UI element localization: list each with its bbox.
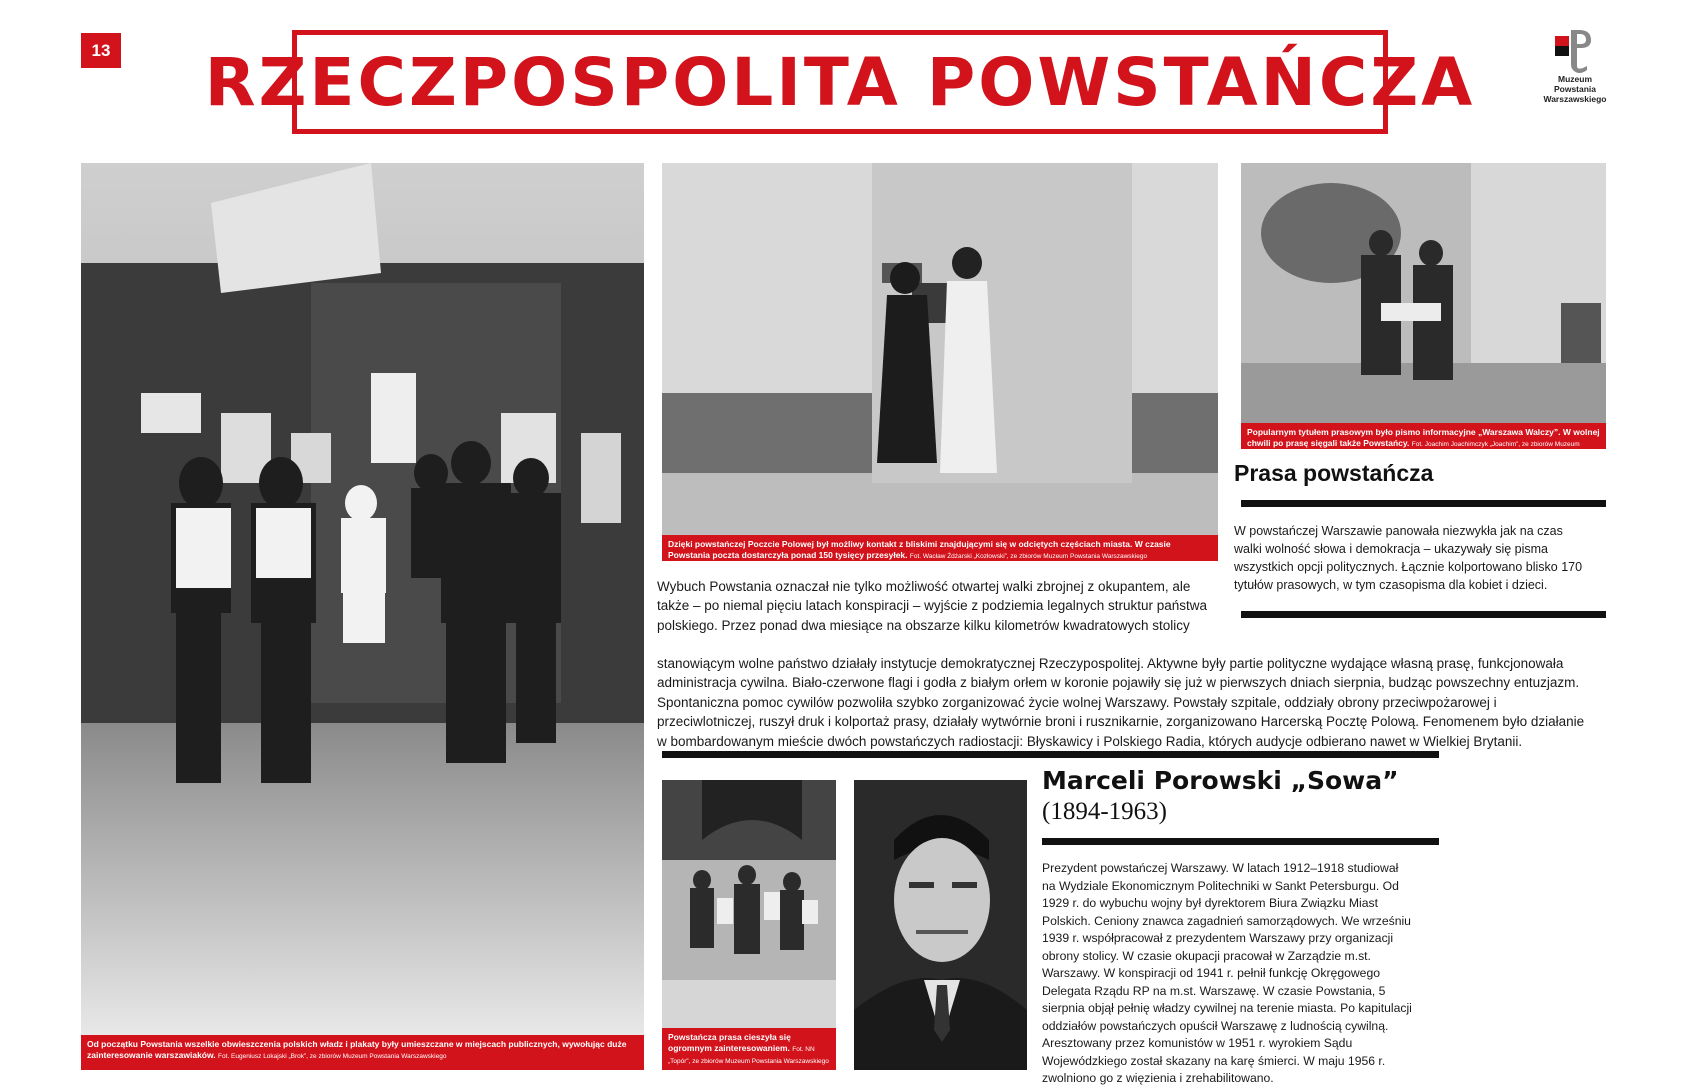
caption-soldiers-text: Popularnym tytułem prasowym było pismo informacyjne „Warszawa Walczy”. W wolnej chwili po prasę sięgali także Powstańcy. (1247, 427, 1600, 448)
photo-crowd-reading (662, 780, 836, 1028)
museum-logo[interactable] (1528, 26, 1622, 104)
caption-poster-wall (81, 1035, 644, 1070)
bio-text: Prezydent powstańczej Warszawy. W latach 1912–1918 studiował na Wydziale Ekonomicznym Politechniki w Sankt Petersburgu. Od 1929 r. do wybuchu wojny był dyrektorem Biura Związku Miast Polskich. Ceniony znawca zagadnień samorządowych. We wrześniu 1939 r. współpracował z prezydentem Warszawy przy organizacji obrony stolicy. W czasie okupacji pracował w Zarządzie m.st. Warszawy. W konspiracji od 1941 r. pełnił funkcję Okręgowego Delegata Rządu RP na m.st. Warszawę. W czasie Powstania, 5 sierpnia objął pełnię władzy cywilnej na terenie miasta. Po kapitulacji oddziałów powstańczych opuścił Warszawę z ludnością cywilną. Aresztowany przez komunistów w 1951 r. wyrokiem Sądu Wojewódzkiego został skazany na karę śmierci. W maju 1956 r. zwolniono go z więzienia i zrehabilitowano. (1042, 861, 1412, 1085)
prasa-text: W powstańczej Warszawie panowała niezwykła jak na czas walki wolność słowa i demokracja – ukazywały się pisma wszystkich opcji politycznych. Łącznie kolportowano blisko 170 tytułów prasowych, w tym czasopisma dla kobiet i dzieci. (1234, 524, 1583, 592)
caption-crowd-source: Fot. NN „Topór”, ze zbiorów Muzeum Powstania Warszawskiego (668, 1046, 829, 1065)
logo-line-2: Powstania (1553, 84, 1597, 94)
caption-field-post-text: Dzięki powstańczej Poczcie Polowej był możliwy kontakt z bliskimi znajdującymi się w odciętych częściach miasta. W czasie Powstania poczta dostarczyła ponad 150 tysięcy przesyłek. (668, 539, 1171, 560)
caption-crowd-text: Powstańcza prasa cieszyła się ogromnym zainteresowaniem. (668, 1032, 791, 1053)
photo-field-post (662, 163, 1218, 535)
main-text-body: stanowiącym wolne państwo działały instytucje demokratycznej Rzeczypospolitej. Aktywne były partie polityczne wydające własną prasę, funkcjonowała administracja cywilna. Biało-czerwone flagi i godła z białym orłem w koronie pojawiły się już w pierwszych dniach sierpnia, budząc powszechny entuzjazm. Spontaniczna pomoc cywilów pozwoliła szybko zorganizować życie wolnej Warszawy. Powstały szpitale, oddziały obrony przeciwpożarowej i przeciwlotniczej, ruszył druk i kolportaż prasy, działały wytwórnie broni i rusznikarnie, zorganizowano Harcerską Pocztę Polową. Fenomenem było działanie w bombardowanym mieście dwóch powstańczych radiostacji: Błyskawicy i Polskiego Radia, których audycje odbierano nawet w Wielkiej Brytanii. (657, 656, 1585, 749)
title-frame (204, 30, 1476, 134)
caption-field-post (662, 535, 1218, 561)
main-text-intro: Wybuch Powstania oznaczał nie tylko możliwość otwartej walki zbrojnej z okupantem, ale także – po niemal pięciu latach konspiracji – wyjście z podziemia legalnych struktur państwa polskiego. Przez ponad dwa miesiące na obszarze kilku kilometrów kwadratowych stolicy (657, 579, 1208, 633)
divider-bar (1241, 500, 1606, 507)
bio-dates: (1894-1963) (1042, 798, 1167, 825)
bio-name: Marceli Porowski „Sowa” (1042, 766, 1399, 795)
photo-poster-wall (81, 163, 644, 1035)
logo-line-3: Warszawskiego (1543, 94, 1607, 104)
page-title: RZECZPOSPOLITA POWSTAŃCZA (204, 43, 1476, 121)
logo-line-1: Muzeum (1558, 74, 1592, 84)
anchor-kotwica-icon (1553, 26, 1597, 74)
photo-soldiers-reading (1241, 163, 1606, 423)
divider-bar (1241, 611, 1606, 618)
caption-soldiers-source: Fot. Joachim Joachimczyk „Joachim”, ze zbiorów Muzeum Powstania Warszawskiego (1247, 441, 1580, 460)
divider-bar (662, 751, 1439, 758)
caption-poster-wall-text: Od początku Powstania wszelkie obwieszczenia polskich władz i plakaty były umieszczane w miejscach publicznych, wywołując duże zainteresowanie warszawiaków. (87, 1039, 627, 1060)
museum-name (1528, 74, 1622, 104)
page-number-badge: 13 (81, 33, 121, 68)
caption-poster-wall-source: Fot. Eugeniusz Lokajski „Brok”, ze zbiorów Muzeum Powstania Warszawskiego (218, 1053, 447, 1060)
divider-bar (1042, 838, 1439, 845)
caption-field-post-source: Fot. Wacław Żdżarski „Kozłowski”, ze zbiorów Muzeum Powstania Warszawskiego (909, 553, 1148, 560)
prasa-heading: Prasa powstańcza (1234, 460, 1434, 486)
caption-crowd-reading (662, 1028, 836, 1070)
portrait-marceli-porowski (854, 780, 1027, 1070)
caption-soldiers-reading (1241, 423, 1606, 460)
